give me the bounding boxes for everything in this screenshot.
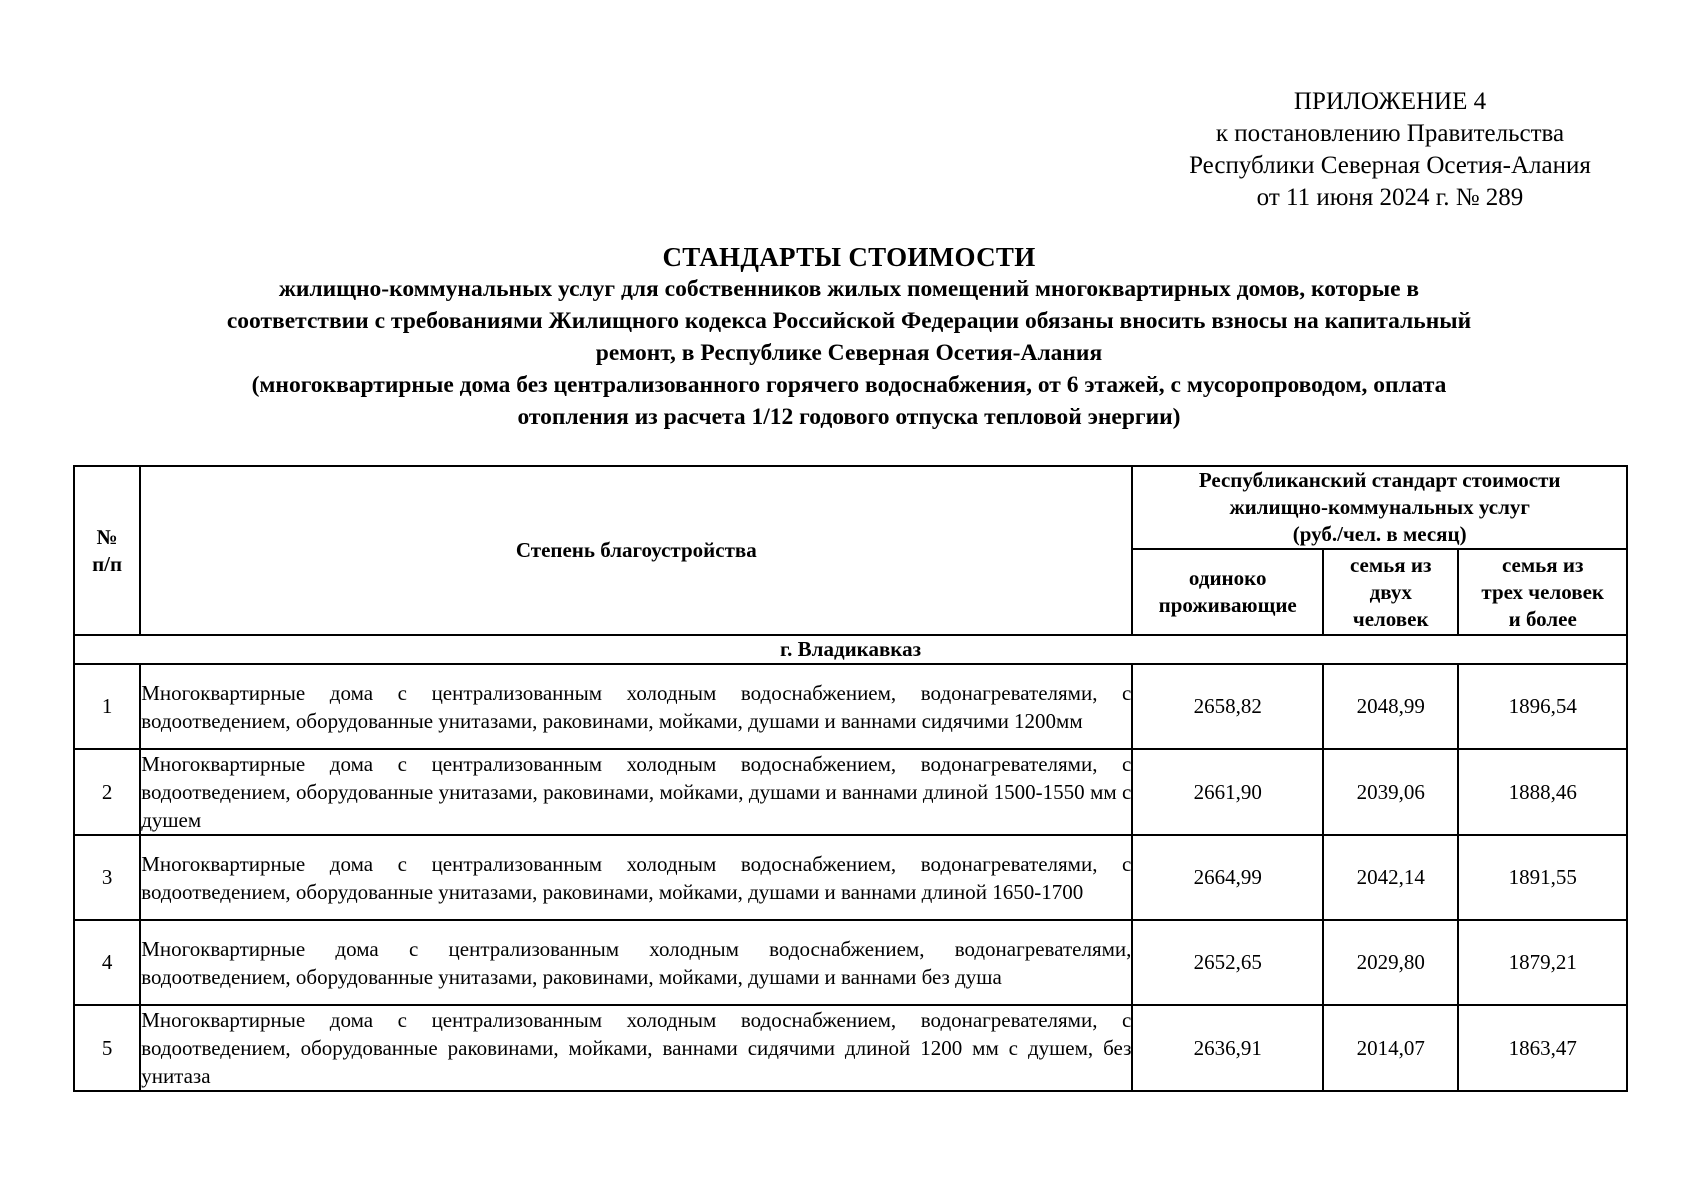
appendix-government: Республики Северная Осетия-Алания bbox=[1189, 152, 1591, 179]
header-degree: Степень благоустройства bbox=[140, 466, 1132, 635]
header-two-line-3: человек bbox=[1352, 606, 1429, 631]
appendix-header bbox=[1150, 86, 1630, 214]
row-three-cost: 1863,47 bbox=[1458, 1005, 1627, 1091]
title-sub-line-4: (многоквартирные дома без централизованного горячего водоснабжения, от 6 этажей, с мусоропроводом, оплата bbox=[251, 372, 1447, 398]
row-single-cost: 2658,82 bbox=[1132, 664, 1323, 749]
header-number bbox=[74, 466, 140, 635]
row-three-cost: 1879,21 bbox=[1458, 920, 1627, 1005]
header-single-line-1: одиноко bbox=[1188, 566, 1267, 590]
appendix-resolution-ref: к постановлению Правительства bbox=[1215, 120, 1565, 147]
row-description: Многоквартирные дома с централизованным холодным водоснабжением, водонагревателями, с водоотведением, оборудованные раковинами, мойками, ваннами сидячими длиной 1200 мм с душем, без унитаза bbox=[140, 1005, 1132, 1091]
header-three-line-2: трех человек bbox=[1481, 579, 1604, 604]
header-single bbox=[1132, 549, 1323, 635]
appendix-date: от 11 июня 2024 г. № 289 bbox=[1256, 184, 1524, 211]
table-header-row bbox=[74, 466, 1627, 549]
row-single-cost: 2636,91 bbox=[1132, 1005, 1323, 1091]
header-two bbox=[1323, 549, 1458, 635]
row-two-cost: 2048,99 bbox=[1323, 664, 1458, 749]
row-three-cost: 1888,46 bbox=[1458, 749, 1627, 835]
header-standard-line-2: жилищно-коммунальных услуг bbox=[1229, 495, 1530, 519]
row-single-cost: 2661,90 bbox=[1132, 749, 1323, 835]
appendix-number: ПРИЛОЖЕНИЕ 4 bbox=[1293, 88, 1487, 115]
row-single-cost: 2652,65 bbox=[1132, 920, 1323, 1005]
title-main: СТАНДАРТЫ СТОИМОСТИ bbox=[662, 242, 1036, 272]
row-two-cost: 2029,80 bbox=[1323, 920, 1458, 1005]
header-standard-line-1: Республиканский стандарт стоимости bbox=[1198, 468, 1561, 492]
row-description: Многоквартирные дома с централизованным холодным водоснабжением, водонагревателями, водоотведением, оборудованные унитазами, раковинами, мойками, душами и ваннами без душа bbox=[140, 920, 1132, 1005]
row-two-cost: 2039,06 bbox=[1323, 749, 1458, 835]
title-sub-line-3: ремонт, в Республике Северная Осетия-Алания bbox=[595, 340, 1103, 366]
row-number: 1 bbox=[74, 664, 140, 749]
header-three-line-3: и более bbox=[1508, 606, 1577, 631]
header-standard-line-3: (руб./чел. в месяц) bbox=[1292, 522, 1467, 546]
row-two-cost: 2014,07 bbox=[1323, 1005, 1458, 1091]
row-description: Многоквартирные дома с централизованным холодным водоснабжением, водонагревателями, с водоотведением, оборудованные унитазами, раковинами, мойками, душами и ваннами длиной 1650-1700 bbox=[140, 835, 1132, 920]
city-row bbox=[74, 635, 1627, 664]
row-three-cost: 1896,54 bbox=[1458, 664, 1627, 749]
row-description: Многоквартирные дома с централизованным холодным водоснабжением, водонагревателями, с водоотведением, оборудованные унитазами, раковинами, мойками, душами и ваннами сидячими 1200мм bbox=[140, 664, 1132, 749]
header-three bbox=[1458, 549, 1627, 635]
row-single-cost: 2664,99 bbox=[1132, 835, 1323, 920]
row-number: 3 bbox=[74, 835, 140, 920]
header-two-line-1: семья из bbox=[1349, 552, 1432, 577]
row-number: 2 bbox=[74, 749, 140, 835]
table-row bbox=[74, 835, 1627, 920]
table-row bbox=[74, 749, 1627, 835]
header-standard bbox=[1132, 466, 1627, 549]
row-number: 5 bbox=[74, 1005, 140, 1091]
row-description: Многоквартирные дома с централизованным холодным водоснабжением, водонагревателями, с водоотведением, оборудованные унитазами, раковинами, мойками, душами и ваннами длиной 1500-1550 мм с душем bbox=[140, 749, 1132, 835]
table-row bbox=[74, 920, 1627, 1005]
header-number-abbr: п/п bbox=[92, 551, 123, 576]
header-three-line-1: семья из bbox=[1501, 552, 1584, 577]
row-number: 4 bbox=[74, 920, 140, 1005]
table-row bbox=[74, 1005, 1627, 1091]
header-two-line-2: двух bbox=[1369, 579, 1412, 604]
title-sub-line-1: жилищно-коммунальных услуг для собственников жилых помещений многоквартирных домов, которые в bbox=[278, 276, 1420, 302]
row-two-cost: 2042,14 bbox=[1323, 835, 1458, 920]
row-three-cost: 1891,55 bbox=[1458, 835, 1627, 920]
title-sub-line-2: соответствии с требованиями Жилищного кодекса Российской Федерации обязаны вносить взносы на капитальный bbox=[226, 308, 1472, 334]
table-row bbox=[74, 664, 1627, 749]
city-name: г. Владикавказ bbox=[74, 635, 1627, 664]
document-title bbox=[74, 241, 1624, 433]
title-sub-line-5: отопления из расчета 1/12 годового отпуска тепловой энергии) bbox=[517, 404, 1181, 430]
header-single-line-2: проживающие bbox=[1158, 593, 1297, 617]
cost-standards-table bbox=[73, 465, 1628, 1092]
header-number-symbol: № bbox=[96, 524, 118, 549]
